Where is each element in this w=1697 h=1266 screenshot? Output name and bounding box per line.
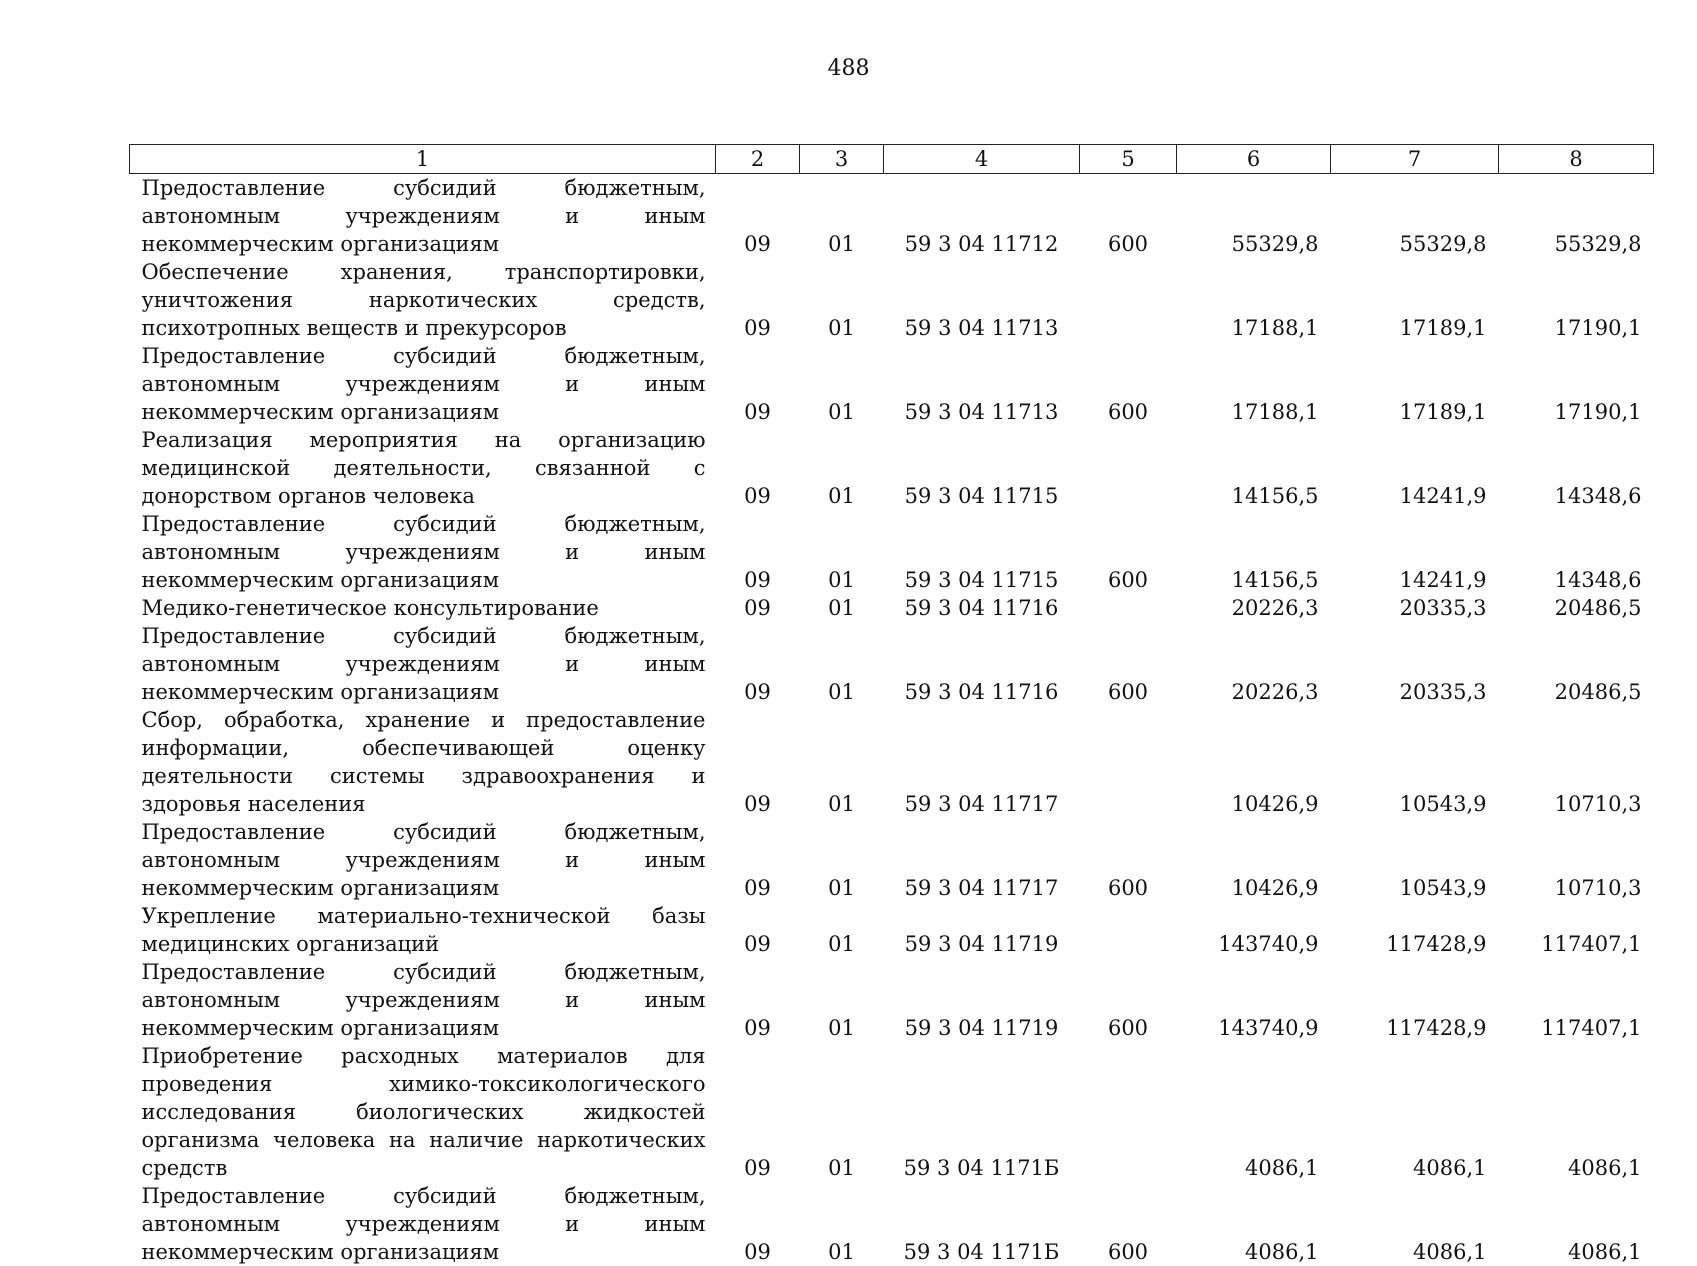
row-amount-col-7: 14241,9 — [1331, 510, 1499, 594]
page-number: 488 — [0, 56, 1697, 82]
row-amount-col-6: 20226,3 — [1177, 594, 1331, 622]
row-amount-col-6: 14156,5 — [1177, 510, 1331, 594]
row-amount-col-8: 117407,1 — [1499, 958, 1654, 1042]
row-section: 09 — [716, 1042, 800, 1182]
row-expense-type — [1080, 594, 1177, 622]
row-amount-col-6: 10426,9 — [1177, 818, 1331, 902]
row-section: 09 — [716, 342, 800, 426]
header-col-2: 2 — [716, 145, 800, 174]
row-amount-col-8: 10710,3 — [1499, 818, 1654, 902]
row-section: 09 — [716, 258, 800, 342]
row-amount-col-7: 117428,9 — [1331, 902, 1499, 958]
table-row — [130, 1042, 1654, 1182]
row-description: Реализация мероприятия на организацию медицинской деятельности, связанной с донорством органов человека — [130, 426, 716, 510]
row-subsection: 01 — [800, 706, 884, 818]
table-row — [130, 902, 1654, 958]
row-amount-col-6: 20226,3 — [1177, 622, 1331, 706]
row-expense-type: 600 — [1080, 342, 1177, 426]
table-row — [130, 342, 1654, 426]
row-target-article: 59 3 04 11713 — [884, 342, 1080, 426]
row-description: Обеспечение хранения, транспортировки, уничтожения наркотических средств, психотропных веществ и прекурсоров — [130, 258, 716, 342]
row-amount-col-8: 4086,1 — [1499, 1182, 1654, 1266]
header-col-4: 4 — [884, 145, 1080, 174]
row-amount-col-6: 55329,8 — [1177, 174, 1331, 259]
table-row — [130, 258, 1654, 342]
row-amount-col-8: 17190,1 — [1499, 258, 1654, 342]
row-target-article: 59 3 04 11712 — [884, 174, 1080, 259]
row-amount-col-8: 17190,1 — [1499, 342, 1654, 426]
row-description: Предоставление субсидий бюджетным, автономным учреждениям и иным некоммерческим организациям — [130, 958, 716, 1042]
row-section: 09 — [716, 426, 800, 510]
row-target-article: 59 3 04 1171Б — [884, 1042, 1080, 1182]
row-amount-col-7: 4086,1 — [1331, 1042, 1499, 1182]
row-subsection: 01 — [800, 818, 884, 902]
row-subsection: 01 — [800, 902, 884, 958]
row-target-article: 59 3 04 11719 — [884, 902, 1080, 958]
row-section: 09 — [716, 622, 800, 706]
row-amount-col-6: 4086,1 — [1177, 1182, 1331, 1266]
row-section: 09 — [716, 594, 800, 622]
row-expense-type — [1080, 706, 1177, 818]
row-subsection: 01 — [800, 1042, 884, 1182]
row-subsection: 01 — [800, 342, 884, 426]
header-col-3: 3 — [800, 145, 884, 174]
row-amount-col-7: 117428,9 — [1331, 958, 1499, 1042]
row-amount-col-8: 10710,3 — [1499, 706, 1654, 818]
row-expense-type: 600 — [1080, 818, 1177, 902]
table-row — [130, 174, 1654, 259]
row-target-article: 59 3 04 11715 — [884, 510, 1080, 594]
row-target-article: 59 3 04 11715 — [884, 426, 1080, 510]
row-expense-type: 600 — [1080, 174, 1177, 259]
row-description: Укрепление материально-технической базы медицинских организаций — [130, 902, 716, 958]
header-col-1: 1 — [130, 145, 716, 174]
row-expense-type — [1080, 1042, 1177, 1182]
row-target-article: 59 3 04 11717 — [884, 706, 1080, 818]
budget-table — [129, 144, 1654, 1266]
header-col-7: 7 — [1331, 145, 1499, 174]
table-body — [130, 174, 1654, 1266]
row-section: 09 — [716, 174, 800, 259]
row-expense-type: 600 — [1080, 510, 1177, 594]
row-expense-type — [1080, 426, 1177, 510]
row-section: 09 — [716, 1182, 800, 1266]
row-subsection: 01 — [800, 622, 884, 706]
row-target-article: 59 3 04 11713 — [884, 258, 1080, 342]
row-subsection: 01 — [800, 958, 884, 1042]
row-description: Предоставление субсидий бюджетным, автономным учреждениям и иным некоммерческим организациям — [130, 174, 716, 259]
row-amount-col-7: 14241,9 — [1331, 426, 1499, 510]
row-description: Предоставление субсидий бюджетным, автономным учреждениям и иным некоммерческим организациям — [130, 818, 716, 902]
row-description: Приобретение расходных материалов для проведения химико-токсикологического исследования биологических жидкостей организма человека на наличие наркотических средств — [130, 1042, 716, 1182]
row-target-article: 59 3 04 11719 — [884, 958, 1080, 1042]
row-amount-col-8: 55329,8 — [1499, 174, 1654, 259]
row-target-article: 59 3 04 11717 — [884, 818, 1080, 902]
row-amount-col-7: 17189,1 — [1331, 342, 1499, 426]
row-expense-type: 600 — [1080, 622, 1177, 706]
row-subsection: 01 — [800, 258, 884, 342]
row-description: Предоставление субсидий бюджетным, автономным учреждениям и иным некоммерческим организациям — [130, 1182, 716, 1266]
row-section: 09 — [716, 818, 800, 902]
row-subsection: 01 — [800, 174, 884, 259]
row-amount-col-8: 20486,5 — [1499, 594, 1654, 622]
row-amount-col-8: 117407,1 — [1499, 902, 1654, 958]
row-description: Сбор, обработка, хранение и предоставление информации, обеспечивающей оценку деятельности системы здравоохранения и здоровья населения — [130, 706, 716, 818]
row-amount-col-6: 143740,9 — [1177, 902, 1331, 958]
row-expense-type — [1080, 258, 1177, 342]
row-description: Предоставление субсидий бюджетным, автономным учреждениям и иным некоммерческим организациям — [130, 622, 716, 706]
table-row — [130, 622, 1654, 706]
header-col-5: 5 — [1080, 145, 1177, 174]
row-subsection: 01 — [800, 510, 884, 594]
row-amount-col-7: 20335,3 — [1331, 622, 1499, 706]
row-amount-col-6: 4086,1 — [1177, 1042, 1331, 1182]
row-section: 09 — [716, 902, 800, 958]
row-amount-col-6: 14156,5 — [1177, 426, 1331, 510]
row-subsection: 01 — [800, 426, 884, 510]
row-target-article: 59 3 04 11716 — [884, 622, 1080, 706]
row-amount-col-8: 20486,5 — [1499, 622, 1654, 706]
table-row — [130, 426, 1654, 510]
header-col-6: 6 — [1177, 145, 1331, 174]
row-target-article: 59 3 04 11716 — [884, 594, 1080, 622]
row-section: 09 — [716, 510, 800, 594]
row-section: 09 — [716, 706, 800, 818]
row-amount-col-7: 10543,9 — [1331, 706, 1499, 818]
row-target-article: 59 3 04 1171Б — [884, 1182, 1080, 1266]
row-amount-col-6: 17188,1 — [1177, 258, 1331, 342]
table-row — [130, 958, 1654, 1042]
table-row — [130, 510, 1654, 594]
row-expense-type: 600 — [1080, 958, 1177, 1042]
row-amount-col-7: 4086,1 — [1331, 1182, 1499, 1266]
row-description: Медико-генетическое консультирование — [130, 594, 716, 622]
header-col-8: 8 — [1499, 145, 1654, 174]
table-row — [130, 818, 1654, 902]
row-amount-col-6: 143740,9 — [1177, 958, 1331, 1042]
row-description: Предоставление субсидий бюджетным, автономным учреждениям и иным некоммерческим организациям — [130, 342, 716, 426]
row-amount-col-7: 17189,1 — [1331, 258, 1499, 342]
table-row — [130, 594, 1654, 622]
row-section: 09 — [716, 958, 800, 1042]
row-amount-col-7: 10543,9 — [1331, 818, 1499, 902]
row-subsection: 01 — [800, 594, 884, 622]
row-amount-col-7: 55329,8 — [1331, 174, 1499, 259]
header-row — [130, 145, 1654, 174]
row-expense-type: 600 — [1080, 1182, 1177, 1266]
row-amount-col-8: 14348,6 — [1499, 510, 1654, 594]
table-row — [130, 1182, 1654, 1266]
row-amount-col-7: 20335,3 — [1331, 594, 1499, 622]
table-header — [130, 145, 1654, 174]
table-row — [130, 706, 1654, 818]
row-amount-col-6: 17188,1 — [1177, 342, 1331, 426]
row-amount-col-8: 4086,1 — [1499, 1042, 1654, 1182]
row-amount-col-8: 14348,6 — [1499, 426, 1654, 510]
row-amount-col-6: 10426,9 — [1177, 706, 1331, 818]
row-expense-type — [1080, 902, 1177, 958]
row-description: Предоставление субсидий бюджетным, автономным учреждениям и иным некоммерческим организациям — [130, 510, 716, 594]
row-subsection: 01 — [800, 1182, 884, 1266]
